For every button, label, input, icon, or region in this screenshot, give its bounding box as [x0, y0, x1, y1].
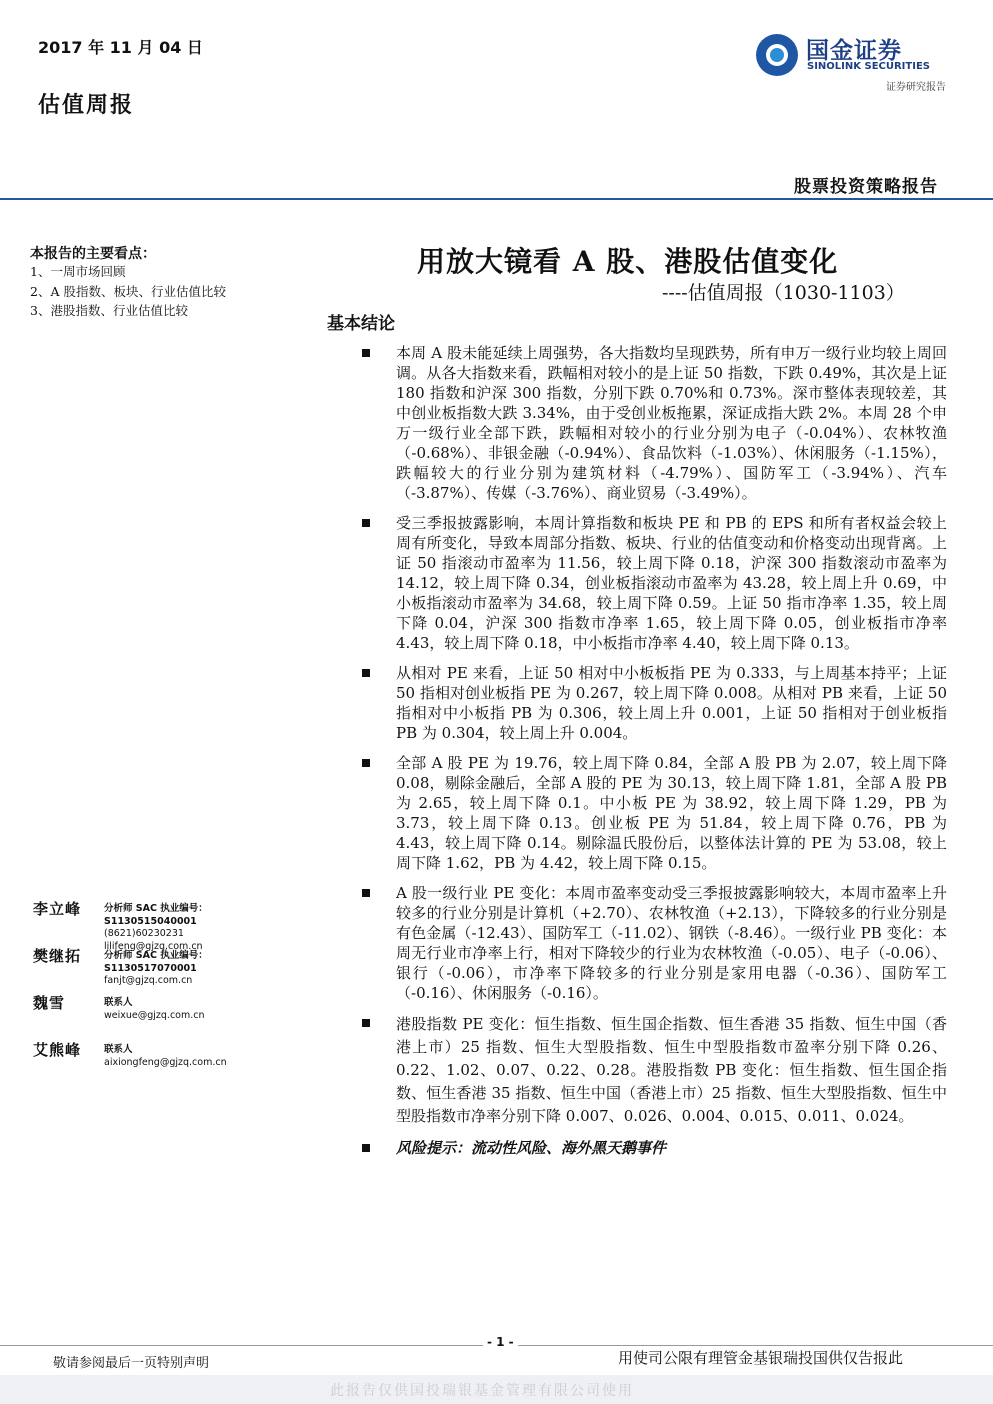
analyst-sac-number: S1130515040001 [104, 915, 197, 927]
disclaimer-note: 敬请参阅最后一页特别声明 [53, 1356, 210, 1371]
highlight-item: 1、一周市场回顾 [30, 264, 126, 279]
analyst-email: lilifeng@gjzq.com.cn [104, 940, 203, 952]
logo-name-cn: 国金证券 [806, 38, 902, 64]
header-divider [0, 198, 993, 200]
report-title: 用放大镜看 A 股、港股估值变化 [417, 245, 839, 278]
analyst-list [33, 898, 293, 1086]
analyst-name: 魏雪 [33, 994, 66, 1012]
conclusion-item: 全部 A 股 PE 为 19.76，较上周下降 0.84，全部 A 股 PB 为 2.07，较上周下降 0.08，剔除金融后，全部 A 股的 PE 为 30.13，较上周下降 1.81，全部 A 股 PB 为 2.65，较上周下降 0.1。中小板 PE 为 38.92，较上周下降 1.29，PB 为 3.73，较上周下降 0.13。创业板 PE 为 51.84，较上周下降 0.76，PB 为 4.43，较上周下降 0.14。剔除温氏股份后，以整体法计算的 PE 为 53.08，较上周下降 1.62，PB 为 4.42，较上周下降 0.15。 [360, 753, 947, 873]
section-heading: 基本结论 [327, 314, 395, 334]
analyst-sac-number: S1130517070001 [104, 962, 197, 974]
risk-warning: 风险提示：流动性风险、海外黑天鹅事件 [360, 1138, 947, 1158]
analyst-name: 李立峰 [33, 900, 82, 918]
analyst-role: 分析师 SAC 执业编号： [104, 950, 208, 961]
logo-name-en: SINOLINK SECURITIES [807, 61, 930, 72]
usage-notice: 用使司公限有理管金基银瑞投国供仅告报此 [618, 1349, 904, 1367]
conclusion-item: A 股一级行业 PE 变化：本周市盈率变动受三季报披露影响较大，本周市盈率上升较多的行业分别是计算机（+2.70）、农林牧渔（+2.13），下降较多的行业分别是有色金属（-12.43）、国防军工（-11.02）、钢铁（-8.46）。一级行业 PB 变化：本周无行业市净率上行，相对下降较少的行业为农林牧渔（-0.05）、电子（-0.06）、银行（-0.06），市净率下降较多的行业分别是家用电器（-0.36）、国防军工（-0.16）、休闲服务（-0.16）。 [360, 883, 947, 1003]
analyst-role: 联系人 [104, 997, 133, 1008]
highlight-item: 2、A 股指数、板块、行业估值比较 [30, 283, 226, 299]
analyst-card [33, 898, 293, 952]
analyst-email: aixiongfeng@gjzq.com.cn [104, 1056, 227, 1068]
analyst-contact [104, 1044, 227, 1069]
page-number: - 1 - [483, 1335, 518, 1349]
highlights-list [30, 262, 226, 321]
highlight-item: 3、港股指数、行业估值比较 [30, 303, 188, 318]
company-logo [756, 30, 956, 100]
analyst-contact [104, 950, 293, 988]
analyst-email: weixue@gjzq.com.cn [104, 1009, 205, 1021]
conclusion-item: 港股指数 PE 变化：恒生指数、恒生国企指数、恒生香港 35 指数、恒生中国（香港上市）25 指数、恒生大型股指数、恒生中型股指数市盈率分别下降 0.26、0.22、1.02、0.07、0.22、0.28。港股指数 PB 变化：恒生指数、恒生国企指数、恒生香港 35 指数、恒生中国（香港上市）25 指数、恒生大型股指数、恒生中型股指数市净率分别下降 0.007、0.026、0.004、0.015、0.011、0.024。 [360, 1013, 947, 1128]
analyst-card [33, 992, 293, 1039]
analyst-phone: (8621)60230231 [104, 928, 184, 939]
analyst-card [33, 1039, 293, 1086]
analyst-contact [104, 997, 205, 1022]
report-subtitle: ----估值周报（1030-1103） [662, 282, 905, 304]
analyst-role: 分析师 SAC 执业编号： [104, 903, 208, 914]
analyst-card [33, 945, 293, 992]
conclusion-item: 本周 A 股未能延续上周强势，各大指数均呈现跌势，所有申万一级行业均较上周回调。从各大指数来看，跌幅相对较小的是上证 50 指数，下跌 0.49%，其次是上证 180 指数和沪深 300 指数，分别下跌 0.70%和 0.73%。深市整体表现较差，其中创业板指数大跌 3.34%，由于受创业板拖累，深证成指大跌 2%。本周 28 个申万一级行业全部下跌，跌幅相对较小的行业分别为电子（-0.04%）、农林牧渔（-0.68%）、非银金融（-0.94%）、食品饮料（-1.03%）、休闲服务（-1.15%），跌幅较大的行业分别为建筑材料（-4.79%）、国防军工（-3.94%）、汽车（-3.87%）、传媒（-3.76%）、商业贸易（-3.49%）。 [360, 343, 947, 503]
logo-mark-icon [756, 34, 798, 76]
document-type: 估值周报 [38, 92, 135, 118]
conclusion-item: 从相对 PE 来看，上证 50 相对中小板板指 PE 为 0.333，与上周基本持平；上证 50 指相对创业板指 PE 为 0.267，较上周下降 0.008。从相对 PB 来看，上证 50 指相对中小板指 PB 为 0.306，较上周上升 0.001，上证 50 指相对于创业板指 PB 为 0.304，较上周上升 0.004。 [360, 663, 947, 743]
conclusion-list [360, 343, 947, 1168]
watermark-text: 此报告仅供国投瑞银基金管理有限公司使用 [330, 1383, 634, 1399]
analyst-email: fanjt@gjzq.com.cn [104, 975, 193, 986]
conclusion-item: 受三季报披露影响，本周计算指数和板块 PE 和 PB 的 EPS 和所有者权益会较上周有所变化，导致本周部分指数、板块、行业的估值变动和价格变动出现背离。上证 50 指滚动市盈率为 11.56，较上周下降 0.18，沪深 300 指数滚动市盈率为 14.12，较上周下降 0.34，创业板指滚动市盈率为 43.28，较上周上升 0.69，中小板指滚动市盈率为 34.68，较上周下降 0.59。上证 50 指市净率 1.35，较上周下降 0.04，沪深 300 指数市净率 1.65，较上周下降 0.05，创业板指市净率 4.43，较上周下降 0.18，中小板指市净率 4.40，较上周下降 0.13。 [360, 513, 947, 653]
report-category: 股票投资策略报告 [794, 177, 938, 197]
analyst-name: 樊继拓 [33, 947, 82, 965]
report-date: 2017 年 11 月 04 日 [38, 38, 203, 57]
analyst-name: 艾熊峰 [33, 1041, 82, 1059]
logo-subtitle: 证券研究报告 [886, 82, 946, 93]
highlights-heading: 本报告的主要看点： [30, 246, 156, 262]
analyst-role: 联系人 [104, 1044, 133, 1055]
